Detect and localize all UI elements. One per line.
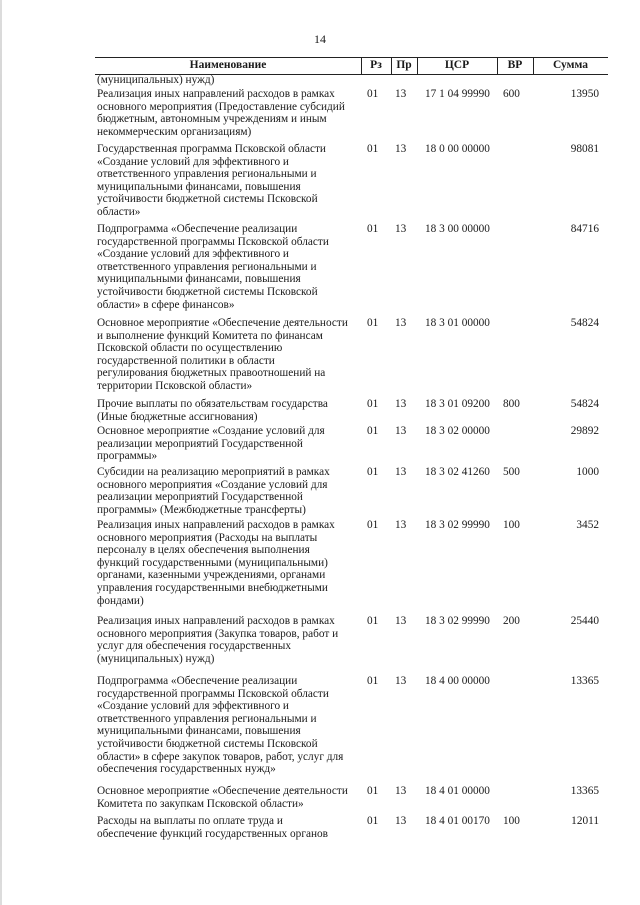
- row-sum: 13950: [570, 88, 599, 100]
- row-pr: 13: [395, 466, 407, 478]
- row-pr: 13: [395, 815, 407, 827]
- row-rz: 01: [367, 317, 379, 329]
- row-csr: 18 3 01 09200: [425, 398, 490, 410]
- row-csr: 18 0 00 00000: [425, 143, 490, 155]
- row-name: Прочие выплаты по обязательствам государства (Иные бюджетные ассигнования): [97, 398, 328, 423]
- row-sum: 12011: [571, 815, 599, 827]
- row-pr: 13: [395, 675, 407, 687]
- row-csr: 18 4 01 00170: [425, 815, 490, 827]
- row-pr: 13: [395, 519, 407, 531]
- row-name: Субсидии на реализацию мероприятий в рамках основного мероприятия «Создание условий для реализации мероприятий Государственной программы» (Межбюджетные трансферты): [97, 466, 330, 516]
- row-pr: 13: [395, 425, 407, 437]
- row-name: Основное мероприятие «Обеспечение деятельности Комитета по закупкам Псковской области»: [97, 785, 348, 810]
- row-rz: 01: [367, 88, 379, 100]
- row-rz: 01: [367, 519, 379, 531]
- row-vr: 600: [503, 88, 520, 100]
- row-vr: 100: [503, 815, 520, 827]
- row-pr: 13: [395, 317, 407, 329]
- row-name: (муниципальных) нужд): [97, 74, 215, 86]
- row-csr: 18 3 01 00000: [425, 317, 490, 329]
- row-rz: 01: [367, 223, 379, 235]
- row-name: Реализация иных направлений расходов в рамках основного мероприятия (Закупка товаров, работ и услуг для обеспечения государственных (муниципальных) нужд): [97, 615, 339, 665]
- header-name: Наименование: [189, 59, 267, 71]
- row-name: Подпрограмма «Обеспечение реализации государственной программы Псковской области «Создание условий для эффективного и ответственного управления региональными и муниципальными финансами, повышения устойчивости бюджетной системы Псковской области» в сфере финансов»: [97, 223, 329, 311]
- row-vr: 800: [503, 398, 520, 410]
- row-csr: 18 3 02 99990: [425, 519, 490, 531]
- row-name: Подпрограмма «Обеспечение реализации государственной программы Псковской области «Создание условий для эффективного и ответственного управления региональными и муниципальными финансами, повышения устойчивости бюджетной системы Псковской области» в сфере закупок товаров, работ, услуг для обеспечения государственных нужд»: [97, 675, 344, 776]
- row-csr: 17 1 04 99990: [425, 88, 490, 100]
- row-csr: 18 3 02 41260: [425, 466, 490, 478]
- page-number: 14: [314, 32, 326, 46]
- row-sum: 25440: [570, 615, 599, 627]
- scan-edge: [0, 0, 2, 905]
- row-sum: 13365: [570, 675, 599, 687]
- row-name: Государственная программа Псковской области «Создание условий для эффективного и ответственного управления региональными и муниципальными финансами, повышения устойчивости бюджетной системы Псковской области»: [97, 143, 326, 218]
- row-sum: 1000: [576, 466, 599, 478]
- row-pr: 13: [395, 785, 407, 797]
- row-pr: 13: [395, 88, 407, 100]
- row-rz: 01: [367, 143, 379, 155]
- header-pr: Пр: [396, 59, 412, 71]
- row-sum: 54824: [570, 398, 599, 410]
- row-rz: 01: [367, 425, 379, 437]
- row-pr: 13: [395, 615, 407, 627]
- row-name: Основное мероприятие «Обеспечение деятельности и выполнение функций Комитета по финансам Псковской области по осуществлению государственной политики в области регулирования бюджетных правоотношений на территории Псковской области»: [97, 317, 348, 392]
- row-rz: 01: [367, 815, 379, 827]
- row-rz: 01: [367, 466, 379, 478]
- row-sum: 54824: [570, 317, 599, 329]
- row-name: Расходы на выплаты по оплате труда и обеспечение функций государственных органов: [97, 815, 328, 840]
- row-rz: 01: [367, 785, 379, 797]
- table-header: [95, 57, 608, 75]
- header-rz: Рз: [370, 59, 382, 71]
- row-name: Основное мероприятие «Создание условий для реализации мероприятий Государственной программы»: [97, 425, 325, 463]
- header-vr: ВР: [507, 59, 523, 71]
- row-csr: 18 3 02 99990: [425, 615, 490, 627]
- row-pr: 13: [395, 223, 407, 235]
- header-sum: Сумма: [553, 59, 588, 71]
- row-csr: 18 3 02 00000: [425, 425, 490, 437]
- row-pr: 13: [395, 398, 407, 410]
- row-sum: 29892: [570, 425, 599, 437]
- row-vr: 500: [503, 466, 520, 478]
- row-rz: 01: [367, 615, 379, 627]
- row-csr: 18 4 00 00000: [425, 675, 490, 687]
- row-sum: 3452: [576, 519, 599, 531]
- row-name: Реализация иных направлений расходов в рамках основного мероприятия (Предоставление субсидий бюджетным, автономным учреждениям и иным некоммерческим организациям): [97, 88, 345, 138]
- row-rz: 01: [367, 675, 379, 687]
- row-pr: 13: [395, 143, 407, 155]
- row-vr: 200: [503, 615, 520, 627]
- row-name: Реализация иных направлений расходов в рамках основного мероприятия (Расходы на выплаты персоналу в целях обеспечения выполнения функций государственными (муниципальными) органами, казенными учреждениями, органами управления государственными внебюджетными фондами): [97, 519, 335, 607]
- row-rz: 01: [367, 398, 379, 410]
- row-sum: 98081: [570, 143, 599, 155]
- row-sum: 84716: [570, 223, 599, 235]
- row-csr: 18 4 01 00000: [425, 785, 490, 797]
- row-csr: 18 3 00 00000: [425, 223, 490, 235]
- row-sum: 13365: [570, 785, 599, 797]
- row-vr: 100: [503, 519, 520, 531]
- header-csr: ЦСР: [444, 59, 470, 71]
